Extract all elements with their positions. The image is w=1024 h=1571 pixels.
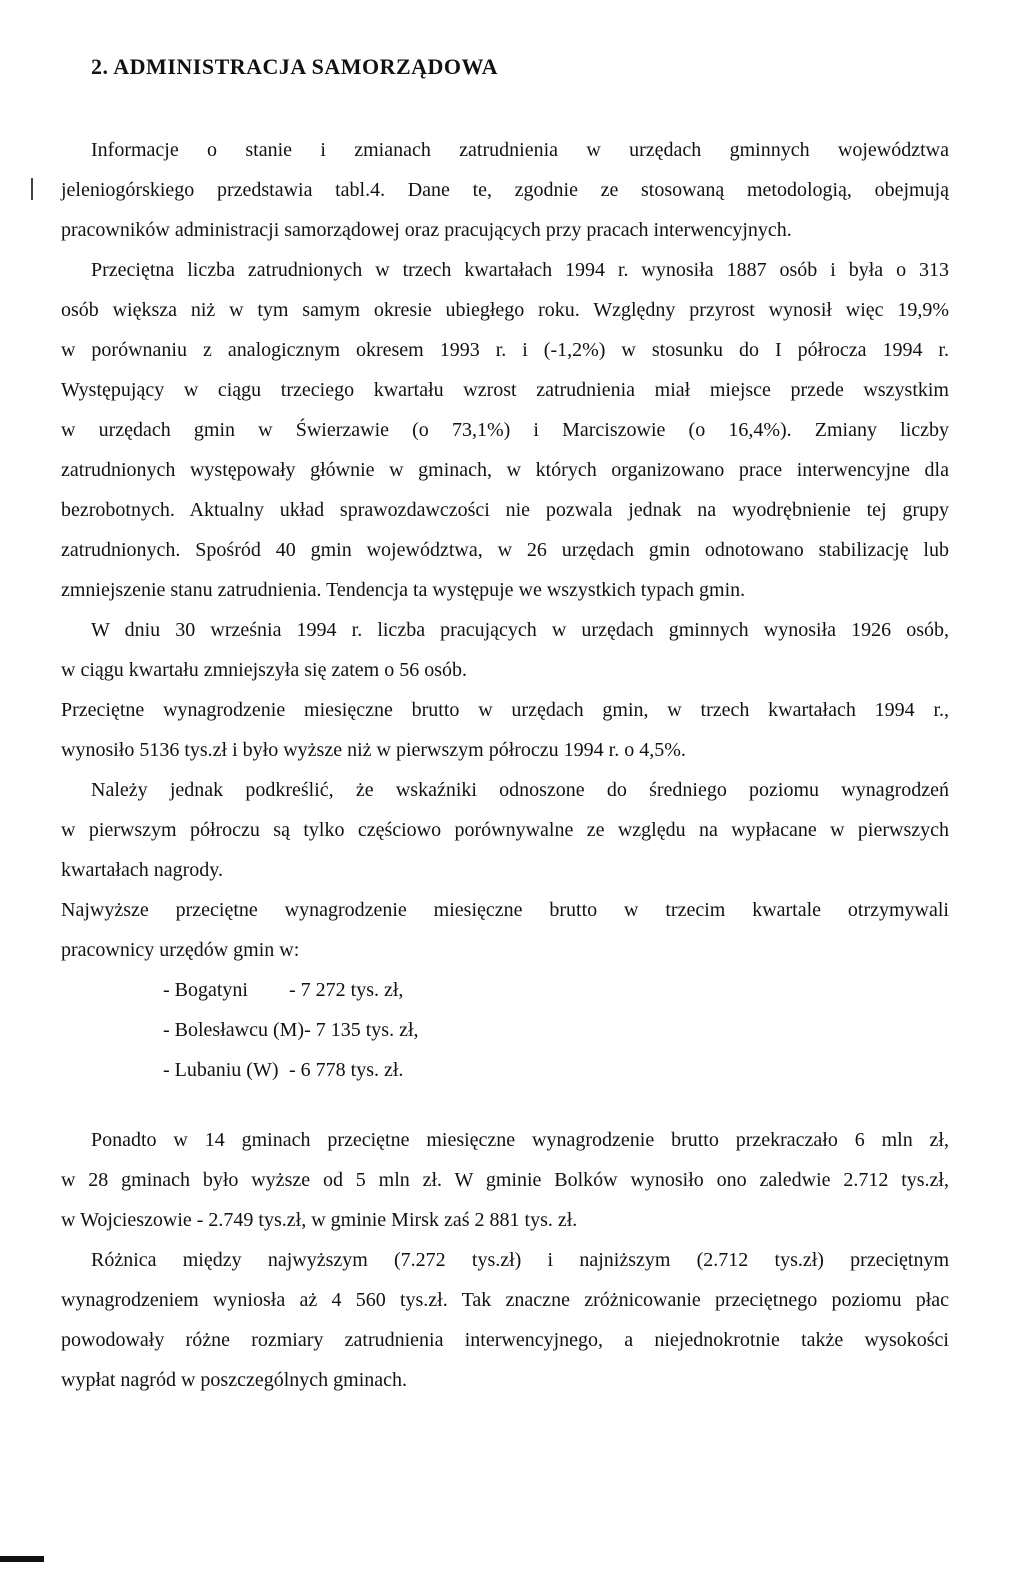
paragraph-4-line-2: wynosiło 5136 tys.zł i było wyższe niż w pierwszym półroczu 1994 r. o 4,5%. bbox=[61, 739, 686, 761]
paragraph-2-line-7: bezrobotnych. Aktualny układ sprawozdawczości nie pozwala jednak na wyodrębnienie tej grupy bbox=[61, 499, 949, 521]
paragraph-3-line-2: w ciągu kwartału zmniejszyła się zatem o 56 osób. bbox=[61, 659, 467, 681]
paragraph-2-line-4: Występujący w ciągu trzeciego kwartału wzrost zatrudnienia miał miejsce przede wszystkim bbox=[61, 379, 949, 401]
paragraph-1-line-2: jeleniogórskiego przedstawia tabl.4. Dane te, zgodnie ze stosowaną metodologią, obejmują bbox=[61, 179, 949, 201]
paragraph-5-line-3: kwartałach nagrody. bbox=[61, 859, 223, 881]
paragraph-6-line-1: Najwyższe przeciętne wynagrodzenie miesięczne brutto w trzecim kwartale otrzymywali bbox=[61, 899, 949, 921]
paragraph-5-line-2: w pierwszym półroczu są tylko częściowo porównywalne ze względu na wypłacane w pierwszych bbox=[61, 819, 949, 841]
paragraph-8-line-3: powodowały różne rozmiary zatrudnienia interwencyjnego, a niejednokrotnie także wysokości bbox=[61, 1329, 949, 1351]
paragraph-1-line-3: pracowników administracji samorządowej oraz pracujących przy pracach interwencyjnych. bbox=[61, 219, 792, 241]
paragraph-3-line-1: W dniu 30 września 1994 r. liczba pracujących w urzędach gminnych wynosiła 1926 osób, bbox=[91, 619, 949, 641]
paragraph-2-line-6: zatrudnionych występowały głównie w gminach, w których organizowano prace interwencyjne dla bbox=[61, 459, 949, 481]
paragraph-5-line-1: Należy jednak podkreślić, że wskaźniki odnoszone do średniego poziomu wynagrodzeń bbox=[91, 779, 949, 801]
list-item-name: - Bolesławcu (M)- bbox=[163, 1019, 311, 1041]
list-item-value: - 7 272 tys. zł, bbox=[289, 979, 404, 1001]
list-item-luban bbox=[163, 1058, 403, 1082]
paragraph-8-line-1: Różnica między najwyższym (7.272 tys.zł) i najniższym (2.712 tys.zł) przeciętnym bbox=[91, 1249, 949, 1271]
paragraph-1-line-1: Informacje o stanie i zmianach zatrudnienia w urzędach gminnych województwa bbox=[91, 139, 949, 161]
list-item-name: - Lubaniu (W) bbox=[163, 1059, 279, 1081]
section-heading: 2. ADMINISTRACJA SAMORZĄDOWA bbox=[91, 54, 498, 79]
paragraph-2-line-1: Przeciętna liczba zatrudnionych w trzech kwartałach 1994 r. wynosiła 1887 osób i była o 313 bbox=[91, 259, 949, 281]
paragraph-4-line-1: Przeciętne wynagrodzenie miesięczne brutto w urzędach gmin, w trzech kwartałach 1994 r., bbox=[61, 699, 949, 721]
list-item-value: 7 135 tys. zł, bbox=[315, 1019, 419, 1041]
list-item-name: - Bogatyni bbox=[163, 979, 248, 1001]
scan-edge-mark bbox=[0, 1556, 44, 1562]
paragraph-2-line-8: zatrudnionych. Spośród 40 gmin województwa, w 26 urzędach gmin odnotowano stabilizację lub bbox=[61, 539, 949, 561]
paragraph-2-line-3: w porównaniu z analogicznym okresem 1993 r. i (-1,2%) w stosunku do I półrocza 1994 r. bbox=[61, 339, 949, 361]
paragraph-8-line-4: wypłat nagród w poszczególnych gminach. bbox=[61, 1369, 408, 1391]
list-item-value: - 6 778 tys. zł. bbox=[289, 1059, 404, 1081]
paragraph-2-line-2: osób większa niż w tym samym okresie ubiegłego roku. Względny przyrost wynosił więc 19,9% bbox=[61, 299, 949, 321]
paragraph-2-line-5: w urzędach gmin w Świerzawie (o 73,1%) i Marciszowie (o 16,4%). Zmiany liczby bbox=[61, 419, 949, 441]
list-item-boleslawiec bbox=[163, 1018, 419, 1042]
list-item-bogatynia bbox=[163, 978, 403, 1002]
paragraph-7-line-1: Ponadto w 14 gminach przeciętne miesięczne wynagrodzenie brutto przekraczało 6 mln zł, bbox=[91, 1129, 949, 1151]
paragraph-7-line-2: w 28 gminach było wyższe od 5 mln zł. W gminie Bolków wynosiło ono zaledwie 2.712 tys.zł, bbox=[61, 1169, 949, 1191]
paragraph-2-line-9: zmniejszenie stanu zatrudnienia. Tendencja ta występuje we wszystkich typach gmin. bbox=[61, 579, 746, 601]
paragraph-8-line-2: wynagrodzeniem wyniosła aż 4 560 tys.zł. Tak znaczne zróżnicowanie przeciętnego poziomu płac bbox=[61, 1289, 949, 1311]
paragraph-7-line-3: w Wojcieszowie - 2.749 tys.zł, w gminie Mirsk zaś 2 881 tys. zł. bbox=[61, 1209, 578, 1231]
paragraph-6-line-2: pracownicy urzędów gmin w: bbox=[61, 939, 300, 961]
margin-mark bbox=[31, 178, 33, 200]
